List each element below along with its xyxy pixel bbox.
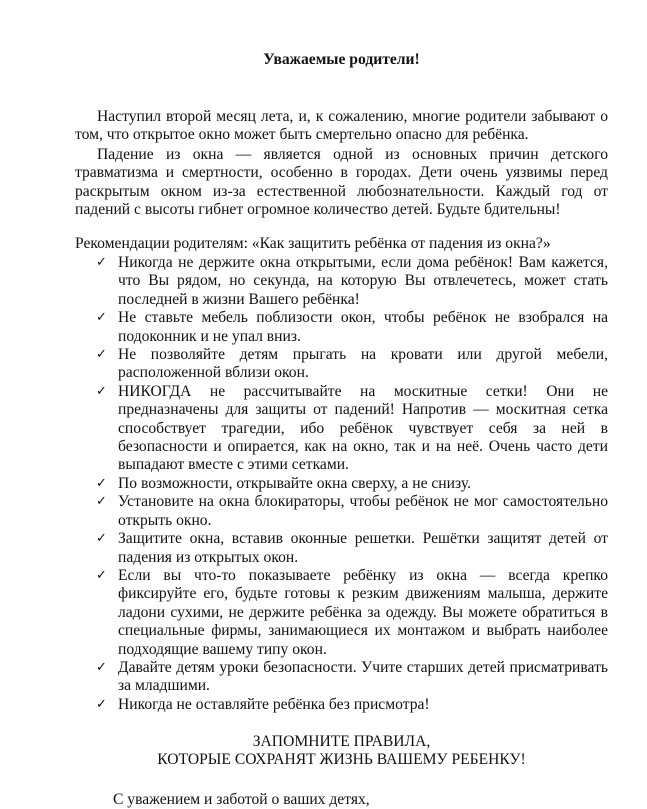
checkmark-icon: ✓ (96, 696, 107, 712)
list-item-text: НИКОГДА не рассчитывайте на москитные сетки! Они не предназначены для защиты от падений! Напротив — москитная сетка способствует трагедии, ибо ребёнок чувствует себя за ней в безопасности и опирается, как на окно, так и на неё. Очень часто дети выпадают вместе с этими сетками. (118, 382, 608, 474)
rules-callout (75, 733, 608, 770)
checkmark-icon: ✓ (96, 347, 107, 363)
list-item (96, 567, 608, 659)
checkmark-icon: ✓ (96, 310, 107, 326)
list-item (96, 530, 608, 567)
list-item (96, 346, 608, 383)
rules-line-1: ЗАПОМНИТЕ ПРАВИЛА, (252, 733, 431, 750)
list-item-text: Защитите окна, вставив оконные решетки. Решётки защитят детей от падения из открытых окон. (118, 530, 608, 566)
rules-line-2: КОТОРЫЕ СОХРАНЯТ ЖИЗНЬ ВАШЕМУ РЕБЕНКУ! (157, 751, 526, 769)
list-item (96, 475, 608, 493)
intro-paragraph: Наступил второй месяц лета, и, к сожалению, многие родители забывают о том, что открытое окно может быть смертельно опасно для ребёнка. (75, 108, 608, 144)
checkmark-icon: ✓ (96, 383, 107, 399)
checkmark-icon: ✓ (96, 531, 107, 547)
list-item-text: Не позволяйте детям прыгать на кровати или другой мебели, расположенной вблизи окон. (118, 346, 608, 382)
checkmark-icon: ✓ (96, 494, 107, 510)
list-item-text: По возможности, открывайте окна сверху, а не снизу. (118, 474, 471, 492)
checkmark-icon: ✓ (96, 475, 107, 491)
list-item-text: Никогда не держите окна открытыми, если дома ребёнок! Вам кажется, что Вы рядом, но секунда, на которую Вы отвлечетесь, может стать последней в жизни Вашего ребёнка! (118, 254, 608, 308)
document-title: Уважаемые родители! (263, 51, 420, 68)
recommendations-list (96, 254, 608, 714)
list-item-text: Давайте детям уроки безопасности. Учите старших детей присматривать за младшими. (118, 658, 608, 695)
list-item (96, 309, 608, 346)
list-item-text: Если вы что-то показываете ребёнку из окна — всегда крепко фиксируйте его, будьте готовы к резким движениям малыша, держите ладони сухими, не держите ребёнка за одежду. Вы можете обратиться в специальные фирмы, занимающиеся их монтажом и выбрать наиболее подходящие вашему типу окон. (118, 566, 608, 658)
list-item-text: Установите на окна блокираторы, чтобы ребёнок не мог самостоятельно открыть окно. (118, 493, 608, 529)
checkmark-icon: ✓ (96, 255, 107, 270)
signature: С уважением и заботой о ваших детях, (113, 791, 370, 808)
list-item (96, 493, 608, 530)
list-item (96, 383, 608, 475)
recommendations-heading: Рекомендации родителям: «Как защитить ребёнка от падения из окна?» (75, 235, 551, 252)
list-item (96, 659, 608, 696)
list-item (96, 696, 608, 714)
list-item-text: Не ставьте мебель поблизости окон, чтобы ребёнок не взобрался на подоконник и не упал вниз. (118, 309, 608, 345)
list-item-text: Никогда не оставляйте ребёнка без присмотра! (118, 695, 430, 713)
list-item (96, 254, 608, 309)
checkmark-icon: ✓ (96, 659, 107, 675)
checkmark-icon: ✓ (96, 567, 107, 583)
danger-paragraph: Падение из окна — является одной из основных причин детского травматизма и смертности, особенно в городах. Дети очень уязвимы перед раскрытым окном из-за естественной любознательности. Каждый год от падений с высоты гибнет огромное количество детей. Будьте бдительны! (75, 146, 608, 219)
